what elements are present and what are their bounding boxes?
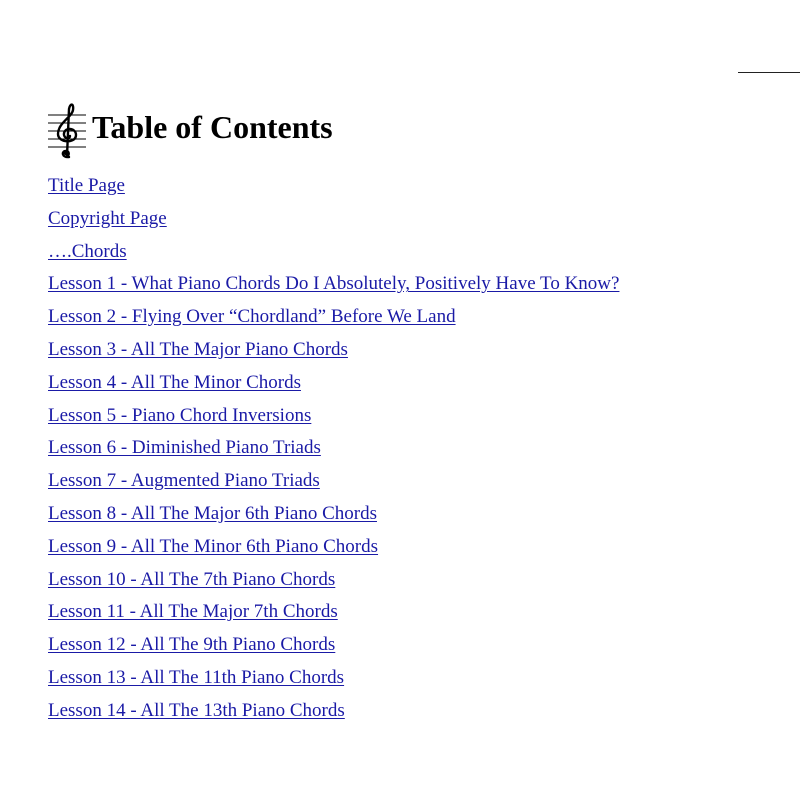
toc-link-title-page[interactable]: Title Page: [48, 175, 125, 196]
toc-link-lesson-10[interactable]: Lesson 10 - All The 7th Piano Chords: [48, 568, 336, 590]
toc-item: [48, 664, 619, 697]
toc-item: [48, 500, 619, 533]
toc-item: [48, 467, 619, 500]
toc-link-lesson-3[interactable]: Lesson 3 - All The Major Piano Chords: [48, 338, 348, 360]
toc-item: [48, 697, 619, 730]
toc-link-lesson-4[interactable]: Lesson 4 - All The Minor Chords: [48, 371, 301, 393]
toc-item: [48, 270, 619, 303]
toc-item: [48, 205, 619, 238]
toc-item: [48, 598, 619, 631]
toc-header: [48, 100, 333, 160]
toc-link-copyright-page[interactable]: Copyright Page: [48, 207, 167, 229]
toc-link-lesson-7[interactable]: Lesson 7 - Augmented Piano Triads: [48, 470, 320, 492]
toc-link-chords[interactable]: ….Chords: [48, 240, 127, 262]
toc-item: [48, 566, 619, 599]
toc-item: [48, 336, 619, 369]
toc-link-lesson-13[interactable]: Lesson 13 - All The 11th Piano Chords: [48, 666, 345, 688]
toc-item: [48, 533, 619, 566]
toc-link-lesson-5[interactable]: Lesson 5 - Piano Chord Inversions: [48, 404, 312, 426]
toc-item: [48, 434, 619, 467]
toc-item: [48, 172, 619, 205]
toc-link-lesson-2[interactable]: Lesson 2 - Flying Over “Chordland” Before We Land: [48, 306, 456, 328]
toc-link-lesson-6[interactable]: Lesson 6 - Diminished Piano Triads: [48, 437, 321, 459]
toc-item: [48, 238, 619, 271]
treble-clef-staff-icon: [48, 101, 86, 159]
page-title: Table of Contents: [92, 109, 333, 145]
toc-link-lesson-14[interactable]: Lesson 14 - All The 13th Piano Chords: [48, 699, 345, 721]
toc-item: [48, 303, 619, 336]
toc-link-lesson-8[interactable]: Lesson 8 - All The Major 6th Piano Chords: [48, 502, 377, 524]
top-divider: [738, 72, 800, 73]
toc-item: [48, 631, 619, 664]
toc-link-lesson-11[interactable]: Lesson 11 - All The Major 7th Chords: [48, 601, 338, 623]
toc-link-lesson-1[interactable]: Lesson 1 - What Piano Chords Do I Absolutely, Positively Have To Know?: [48, 273, 620, 295]
toc-item: [48, 402, 619, 435]
toc-link-lesson-9[interactable]: Lesson 9 - All The Minor 6th Piano Chords: [48, 535, 379, 557]
toc-list: [48, 172, 619, 730]
toc-item: [48, 369, 619, 402]
toc-link-lesson-12[interactable]: Lesson 12 - All The 9th Piano Chords: [48, 634, 336, 656]
